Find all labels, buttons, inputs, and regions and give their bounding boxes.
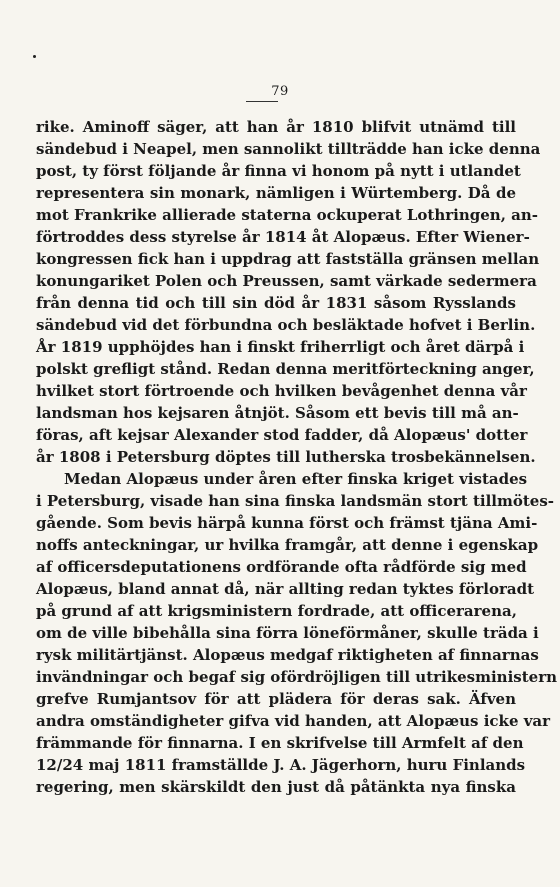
text-line: sändebud i Neapel, men sannolikt tillträdde han icke denna [36,140,541,158]
text-line: främmande för finnarna. I en skrifvelse till Armfelt af den [36,734,524,752]
text-line: mot Frankrike allierade staterna ockuperat Lothringen, an- [36,206,539,224]
text-line: Alopæus, bland annat då, när allting redan tyktes förloradt [36,580,534,598]
text-line: om de ville bibehålla sina förra löneförmåner, skulle träda i [36,624,539,642]
text-line: rike. Aminoff säger, att han år 1810 blifvit utnämd till [36,118,516,136]
ink-speck [33,55,36,58]
page-number-rule [246,101,278,102]
text-line: rysk militärtjänst. Alopæus medgaf riktigheten af finnarnas [36,646,539,664]
text-line: invändningar och begaf sig ofördröjligen till utrikesministern [36,668,558,686]
text-line: sändebud vid det förbundna och besläktade hofvet i Berlin. [36,316,536,334]
text-line: landsman hos kejsaren åtnjöt. Såsom ett bevis till må an- [36,404,519,422]
body-text [36,116,558,798]
text-line: grefve Rumjantsov för att plädera för deras sak. Äfven [36,690,516,708]
text-line: af officersdeputationens ordförande ofta rådförde sig med [36,558,527,576]
text-line: År 1819 upphöjdes han i finskt friherrligt och året därpå i [36,338,525,356]
text-line: konungariket Polen och Preussen, samt värkade sedermera [36,272,537,290]
text-line: post, ty först följande år finna vi honom på nytt i utlandet [36,162,521,180]
text-line: föras, aft kejsar Alexander stod fadder, då Alopæus' dotter [36,426,528,444]
text-line: hvilket stort förtroende och hvilken bevågenhet denna vår [36,382,527,400]
text-line: Medan Alopæus under åren efter finska kriget vistades [64,470,528,488]
text-line: 12/24 maj 1811 framställde J. A. Jägerhorn, huru Finlands [36,756,526,774]
text-line: år 1808 i Petersburg döptes till lutherska trosbekännelsen. [36,448,536,466]
text-line: från denna tid och till sin död år 1831 såsom Rysslands [36,294,516,312]
text-line: förtroddes dess styrelse år 1814 åt Alopæus. Efter Wiener- [36,228,530,246]
text-line: gående. Som bevis härpå kunna först och främst tjäna Ami- [36,514,538,532]
text-line: representera sin monark, nämligen i Würtemberg. Då de [36,184,516,202]
text-line: polskt grefligt stånd. Redan denna meritförteckning anger, [36,360,535,378]
text-line: regering, men skärskildt den just då påtänkta nya finska [36,778,516,796]
text-line: på grund af att krigsministern fordrade, att officerarena, [36,602,517,620]
text-line: kongressen fick han i uppdrag att fastställa gränsen mellan [36,250,540,268]
text-line: i Petersburg, visade han sina finska landsmän stort tillmötes- [36,492,555,510]
page-number: 79 [271,84,289,99]
text-line: noffs anteckningar, ur hvilka framgår, att denne i egenskap [36,536,539,554]
text-line: andra omständigheter gifva vid handen, att Alopæus icke var [36,712,551,730]
